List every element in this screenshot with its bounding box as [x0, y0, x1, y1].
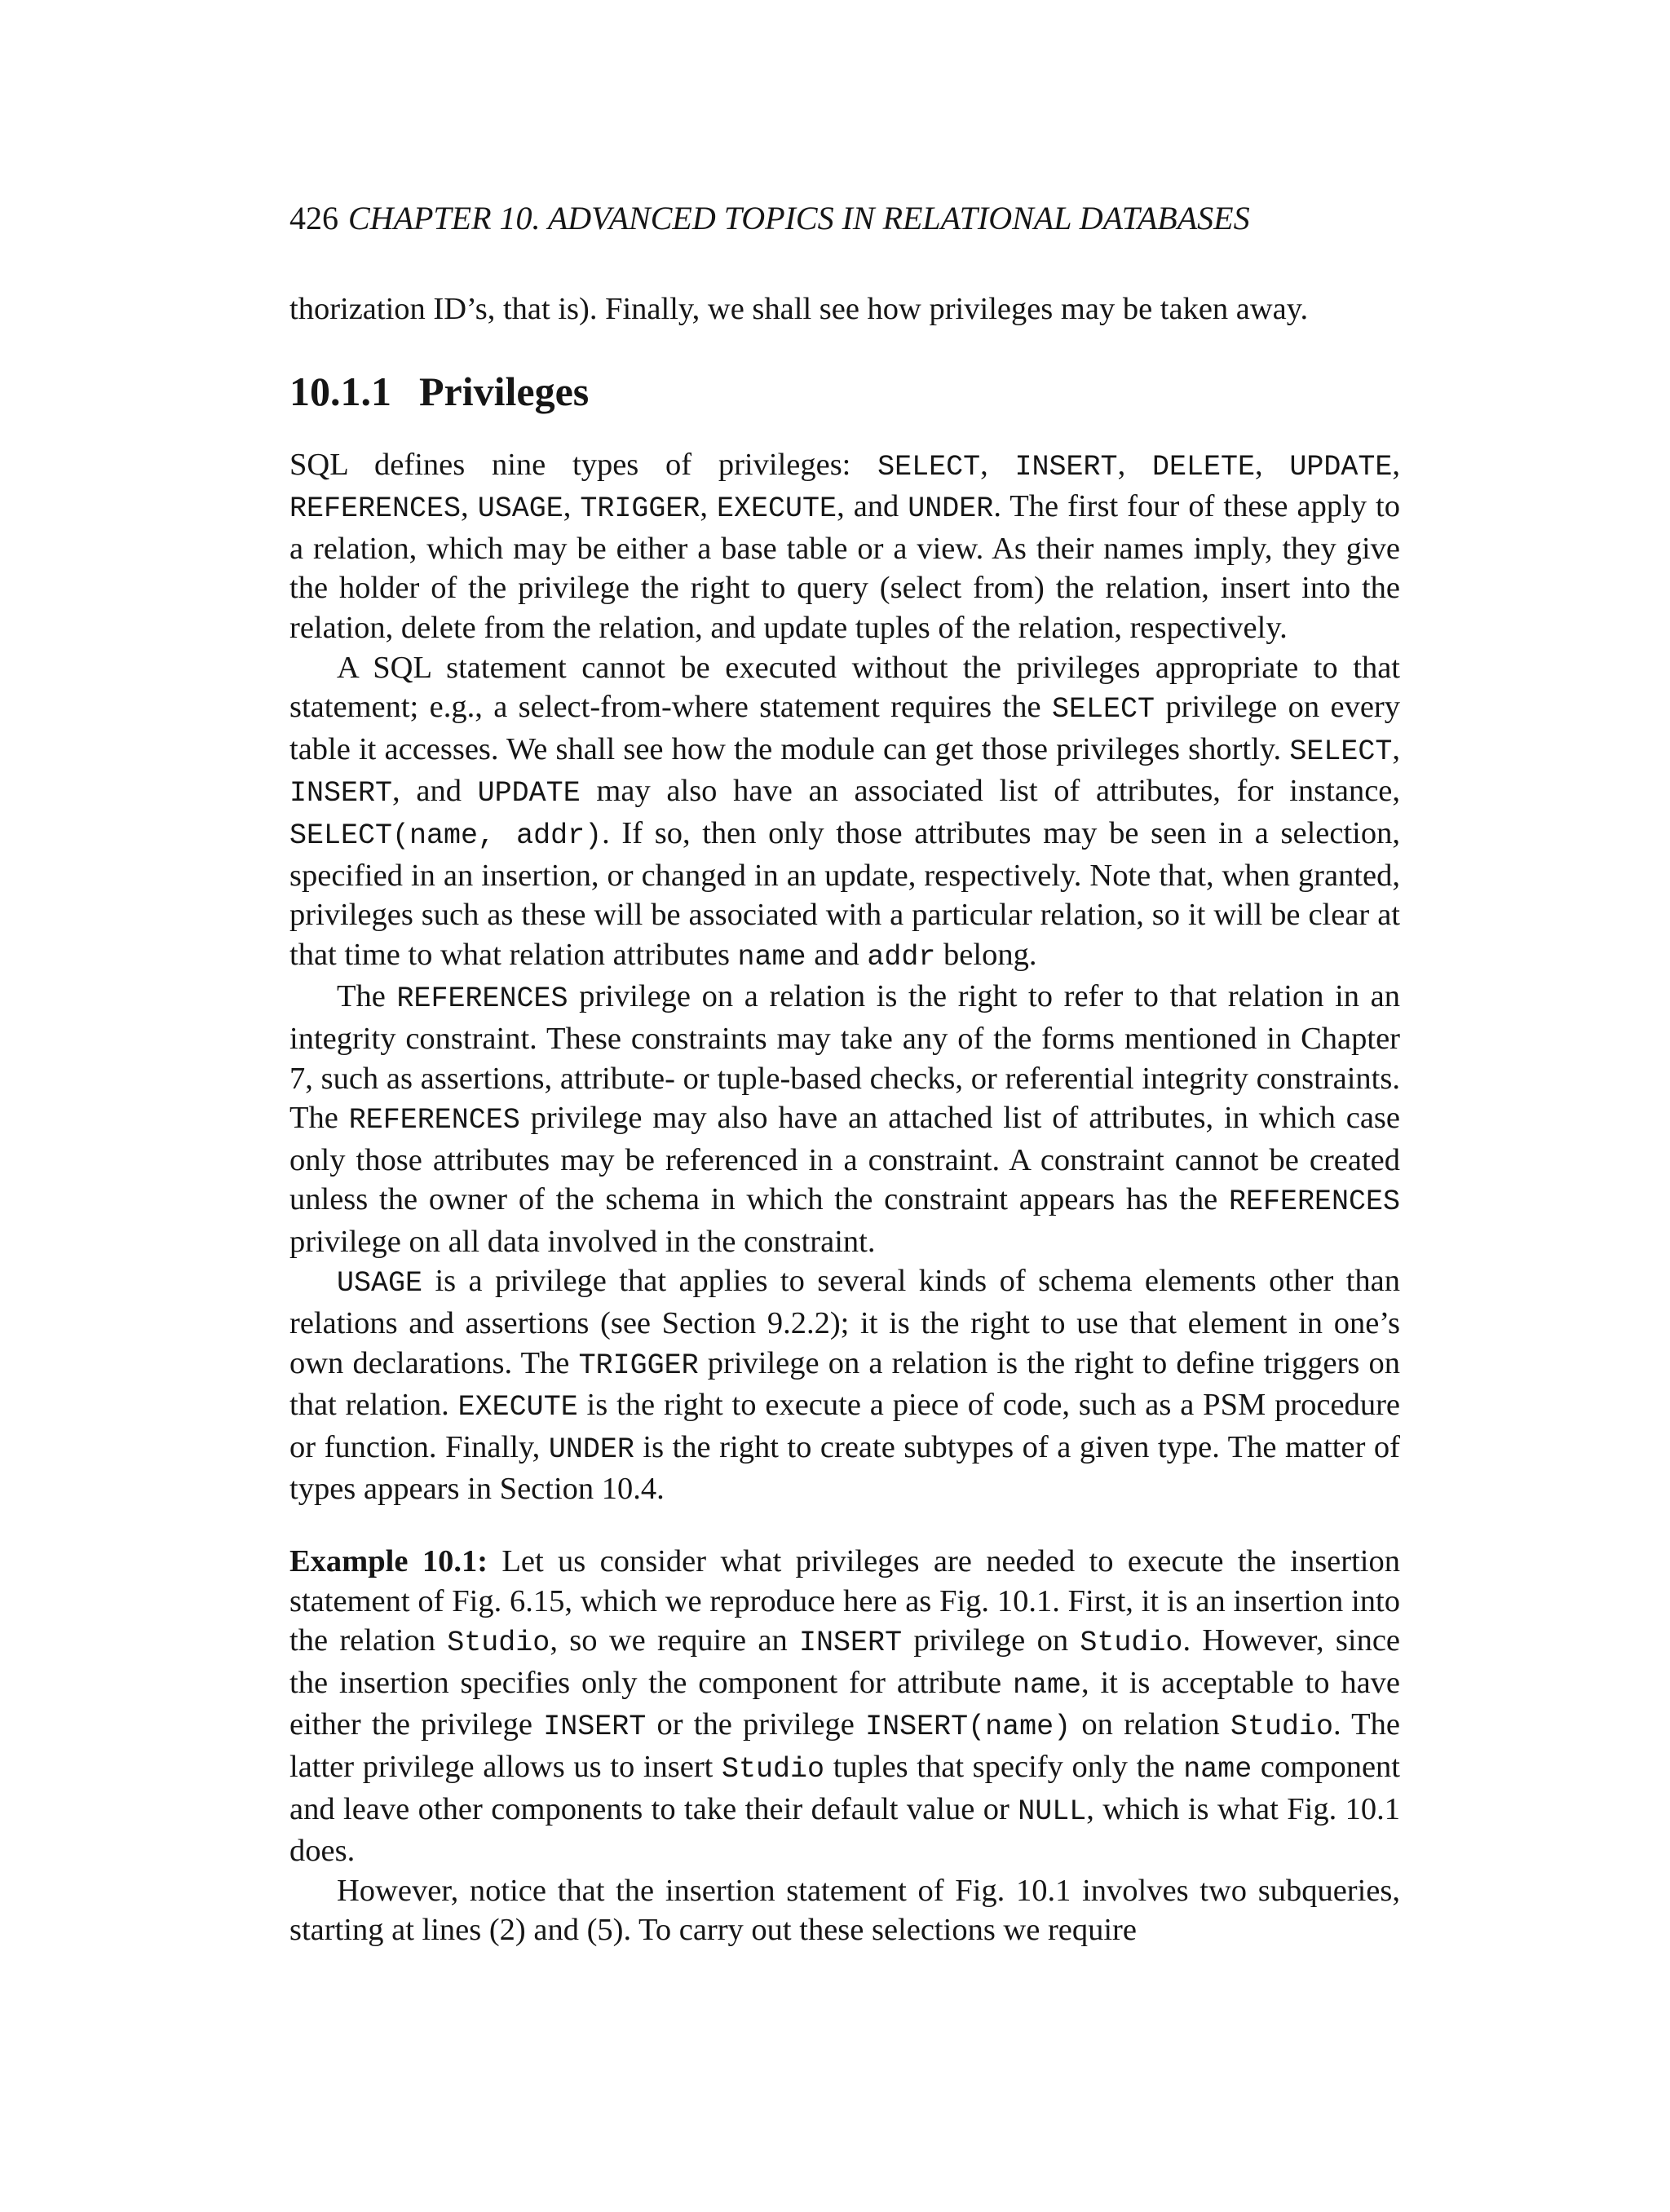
code-term: REFERENCES — [348, 1104, 520, 1137]
code-term: name — [1012, 1668, 1081, 1702]
code-term: Studio — [447, 1627, 550, 1660]
code-term: DELETE — [1151, 450, 1255, 483]
code-term: EXECUTE — [457, 1391, 578, 1424]
code-term: SELECT(name, addr) — [289, 819, 603, 852]
code-term: SELECT — [1051, 693, 1155, 726]
running-head — [289, 199, 1400, 238]
example-paragraph: Example 10.1: Let us consider what privileges are needed to execute the insertion statement of Fig. 6.15, which we reproduce here as Fig. 10.1. First, it is an insertion into the relation Studio, so we require an INSERT privilege on Studio. However, since the insertion specifies only the component for attribute name, it is acceptable to have either the privilege INSERT or the privilege INSERT(name) on relation Studio. The latter privilege allows us to insert Studio tuples that specify only the name component and leave other components to take their default value or NULL, which is what Fig. 10.1 does. — [289, 1544, 1401, 1869]
code-term: name — [737, 940, 806, 974]
code-term: UPDATE — [477, 777, 581, 810]
code-term: USAGE — [337, 1267, 423, 1300]
paragraph-other-privileges: USAGE is a privilege that applies to several kinds of schema elements other than relations and assertions (see Section 9.2.2); it is the right to use that element in one’s own declarations. The TRIGGER privilege on a relation is the right to define triggers on that relation. EXECUTE is the right to execute a piece of code, such as a PSM procedure or function. Finally, UNDER is the right to create subtypes of a given type. The matter of types appears in Section 10.4. — [289, 1264, 1400, 1507]
code-term: REFERENCES — [289, 492, 462, 526]
page-number: 426 — [289, 200, 338, 236]
code-term: REFERENCES — [396, 982, 568, 1016]
code-term: INSERT — [1014, 450, 1118, 483]
code-term: Studio — [1230, 1711, 1333, 1744]
paragraph-references-privilege: The REFERENCES privilege on a relation is the right to refer to that relation in an integrity constraint. These constraints may take any of the forms mentioned in Chapter 7, such as assertions, attribute- or tuple-based checks, or referential integrity constraints. The REFERENCES privilege may also have an attached list of attributes, in which case only those attributes may be referenced in a constraint. A constraint cannot be created unless the owner of the schema in which the constraint appears has the REFERENCES privilege on all data involved in the constraint. — [289, 979, 1401, 1259]
code-term: EXECUTE — [717, 492, 837, 526]
chapter-title: CHAPTER 10. ADVANCED TOPICS IN RELATIONAL DATABASES — [348, 200, 1250, 236]
code-term: INSERT — [289, 777, 393, 810]
page-body — [289, 289, 1400, 1950]
code-term: NULL — [1018, 1795, 1087, 1828]
code-term: TRIGGER — [578, 1349, 699, 1382]
code-term: SELECT — [1289, 735, 1393, 768]
code-term: Studio — [1080, 1627, 1183, 1660]
code-term: UNDER — [908, 492, 994, 526]
code-term: REFERENCES — [1228, 1185, 1400, 1219]
code-term: INSERT(name) — [865, 1711, 1071, 1744]
paragraph-statement-privileges: A SQL statement cannot be executed without the privileges appropriate to that statement; e.g., a select-from-where statement requires the SELECT privilege on every table it accesses. We shall see how the module can get those privileges shortly. SELECT, INSERT, and UPDATE may also have an associated list of attributes, for instance, SELECT(name, addr). If so, then only those attributes may be seen in a selection, specified in an insertion, or changed in an update, respectively. Note that, when granted, privileges such as these will be associated with a particular relation, so it will be clear at that time to what relation attributes name and addr belong. — [289, 650, 1401, 974]
code-term: SELECT — [877, 450, 981, 483]
code-term: Studio — [722, 1753, 825, 1786]
section-title: Privileges — [419, 368, 590, 414]
spacer — [289, 1509, 1400, 1542]
code-term: addr — [867, 940, 936, 974]
code-term: INSERT — [543, 1711, 647, 1744]
section-heading — [289, 329, 1400, 445]
code-term: name — [1183, 1753, 1252, 1786]
code-term: USAGE — [477, 492, 563, 526]
paragraph-subqueries: However, notice that the insertion statement of Fig. 10.1 involves two subqueries, starting at lines (2) and (5). To carry out these selections we require — [289, 1873, 1400, 1948]
code-term: UPDATE — [1289, 450, 1393, 483]
example-label: Example 10.1: — [289, 1544, 488, 1579]
paragraph-privilege-types: SQL defines nine types of privileges: SELECT, INSERT, DELETE, UPDATE, REFERENCES, USAGE, TRIGGER, EXECUTE, and UNDER. The first four of these apply to a relation, which may be either a base table or a view. As their names imply, they give the holder of the privilege the right to query (select from) the relation, insert into the relation, delete from the relation, and update tuples of the relation, respectively. — [289, 447, 1401, 645]
intro-paragraph: thorization ID’s, that is). Finally, we shall see how privileges may be taken away. — [289, 292, 1309, 326]
code-term: UNDER — [548, 1433, 634, 1466]
code-term: INSERT — [799, 1627, 903, 1660]
code-term: TRIGGER — [580, 492, 700, 526]
section-number: 10.1.1 — [289, 368, 391, 414]
